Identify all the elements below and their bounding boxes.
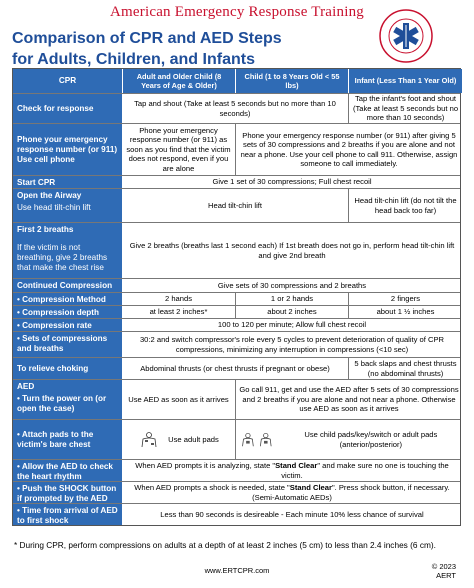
text-prefix: When AED prompts it is analyzing, state ": [135, 461, 276, 471]
cell-all: [122, 460, 462, 481]
row-heart-rhythm: [13, 459, 460, 481]
cell-adult-child: Abdominal thrusts (or chest thrusts if pregnant or obese): [140, 363, 330, 373]
row-time-to-shock: [13, 503, 460, 525]
row-rate: [13, 318, 460, 331]
footnote: * During CPR, perform compressions on adults at a depth of at least 2 inches (5 cm) to less than 2.4 inches (6 cm).: [14, 540, 436, 550]
title-line-2: for Adults, Children, and Infants: [12, 51, 255, 68]
row-choking: [13, 357, 460, 379]
cell-infant: Head tilt-chin lift (do not tilt the head back too far): [348, 189, 462, 222]
row-label: • Compression Method: [13, 293, 122, 305]
row-airway: [13, 188, 460, 222]
label-main: AED: [17, 382, 35, 391]
child-pads-illustration-icon: [239, 432, 275, 448]
text-suffix: " and make sure no one is touching the victim.: [281, 461, 449, 480]
label-main: First 2 breaths: [17, 225, 74, 234]
cell-adult: Phone your emergency response number (or 911) as soon as you find that the victim does not respond, even if you are alone: [126, 125, 231, 173]
row-depth: [13, 305, 460, 318]
cell-adult: 2 hands: [164, 294, 193, 304]
col-header-child: Child (1 to 8 Years Old < 55 lbs): [235, 69, 348, 93]
label-main: Open the Airway: [17, 191, 82, 200]
row-method: [13, 292, 460, 305]
cell-adult: Use AED as soon as it arrives: [128, 394, 229, 404]
row-label: Continued Compression: [13, 279, 122, 292]
text-suffix: ". Press shock button, if necessary. (Semi-Automatic AEDs): [252, 483, 450, 502]
cell-infant: Tap the infant's foot and shout (Take at least 5 seconds but no more than 10 seconds): [348, 94, 462, 123]
comparison-table: [12, 68, 461, 526]
cell-infant: 5 back slaps and chest thrusts (no abdominal thrusts): [348, 358, 462, 379]
pads-text: Use adult pads: [168, 434, 219, 444]
row-shock: [13, 481, 460, 503]
title-line-1: Comparison of CPR and AED Steps: [12, 30, 282, 47]
row-check-response: [13, 93, 460, 123]
cell-adult: at least 2 inches*: [149, 307, 208, 317]
row-start-cpr: [13, 175, 460, 188]
copyright-year: © 2023: [431, 562, 456, 571]
cell-adult-child: Tap and shout (Take at least 5 seconds but no more than 10 seconds): [134, 99, 336, 118]
cell-all: Give 2 breaths (breaths last 1 second each) If 1st breath does not go in, perform head tilt-chin lift and give 2nd breath: [129, 241, 455, 260]
row-label: • Compression depth: [13, 306, 122, 318]
row-label: Start CPR: [13, 176, 122, 188]
cell-child: 1 or 2 hands: [235, 293, 348, 305]
row-label: To relieve choking: [13, 358, 122, 379]
row-label: [13, 380, 122, 419]
pads-text: Use child pads/key/switch or adult pads (anterior/posterior): [304, 430, 438, 449]
page-title: [12, 28, 372, 70]
col-header-cpr: CPR: [13, 69, 122, 93]
row-label: [13, 223, 122, 278]
row-label: [13, 189, 122, 222]
text-bold: Stand Clear: [289, 483, 332, 493]
row-continued: [13, 278, 460, 292]
org-title: American Emergency Response Training: [110, 4, 364, 20]
header-row: [13, 69, 460, 93]
row-sets: [13, 331, 460, 357]
cell-child-infant: [235, 420, 462, 459]
cell-all: Give sets of 30 compressions and 2 breaths: [217, 280, 367, 290]
row-pads: [13, 419, 460, 459]
row-label: • Push the SHOCK button if prompted by the AED: [13, 482, 122, 503]
row-first-breaths: [13, 222, 460, 278]
cell-child: about 2 inches: [235, 306, 348, 318]
cell-infant: about 1 ½ inches: [348, 306, 462, 318]
cell-all: [122, 482, 462, 503]
row-label: • Compression rate: [13, 319, 122, 331]
adult-pads-illustration-icon: [138, 432, 160, 448]
col-header-adult: Adult and Older Child (8 Years of Age & Older): [122, 69, 235, 93]
cell-all: 30:2 and switch compressor's role every 5 cycles to prevent deterioration of quality of CPR compressions, minimizing any interruption in compressions (<10 sec): [139, 335, 445, 354]
row-label: • Attach pads to the victim's bare chest: [13, 420, 122, 459]
row-label: • Allow the AED to check the heart rhythm: [13, 460, 122, 481]
row-phone: [13, 123, 460, 175]
text-bold: Stand Clear: [275, 461, 318, 471]
row-aed: [13, 379, 460, 419]
row-label: • Sets of compressions and breaths: [13, 332, 122, 357]
copyright-org: AERT: [436, 571, 456, 580]
cell-all: Less than 90 seconds is desireable - Each minute 10% less chance of survival: [160, 509, 424, 519]
label-note: If the victim is not breathing, give 2 breaths that make the chest rise: [17, 243, 108, 272]
label-note: Use head tilt-chin lift: [17, 203, 91, 212]
star-of-life-logo: [378, 8, 434, 64]
cell-child-infant: Go call 911, get and use the AED after 5 sets of 30 compressions and 2 breaths if you are alone and not near a phone. Otherwise use AED as soon as it arrives: [235, 380, 462, 419]
cell-all: 100 to 120 per minute; Allow full chest recoil: [217, 320, 367, 330]
row-label: Phone your emergency response number (or 911) Use cell phone: [13, 124, 122, 175]
row-label: Check for response: [13, 94, 122, 123]
col-header-infant: Infant (Less Than 1 Year Old): [348, 69, 462, 93]
cell-infant: 2 fingers: [348, 293, 462, 305]
label-sub: • Turn the power on (or open the case): [17, 394, 107, 413]
copyright: [432, 562, 456, 580]
cell-child-infant: Phone your emergency response number (or 911) after giving 5 sets of 30 compressions and 2 breaths if you are alone and not near a phone. Use your cell phone to call 911. Otherwise, assign someone to call immediately.: [235, 124, 462, 175]
row-label: • Time from arrival of AED to first shock: [13, 504, 122, 525]
cell-all: Give 1 set of 30 compressions; Full chest recoil: [212, 177, 372, 187]
cell-adult: [122, 420, 235, 459]
website: www.ERTCPR.com: [204, 566, 270, 575]
text-prefix: When AED prompts a shock is needed, state ": [134, 483, 290, 493]
cell-adult-child: Head tilt-chin lift: [207, 200, 263, 210]
